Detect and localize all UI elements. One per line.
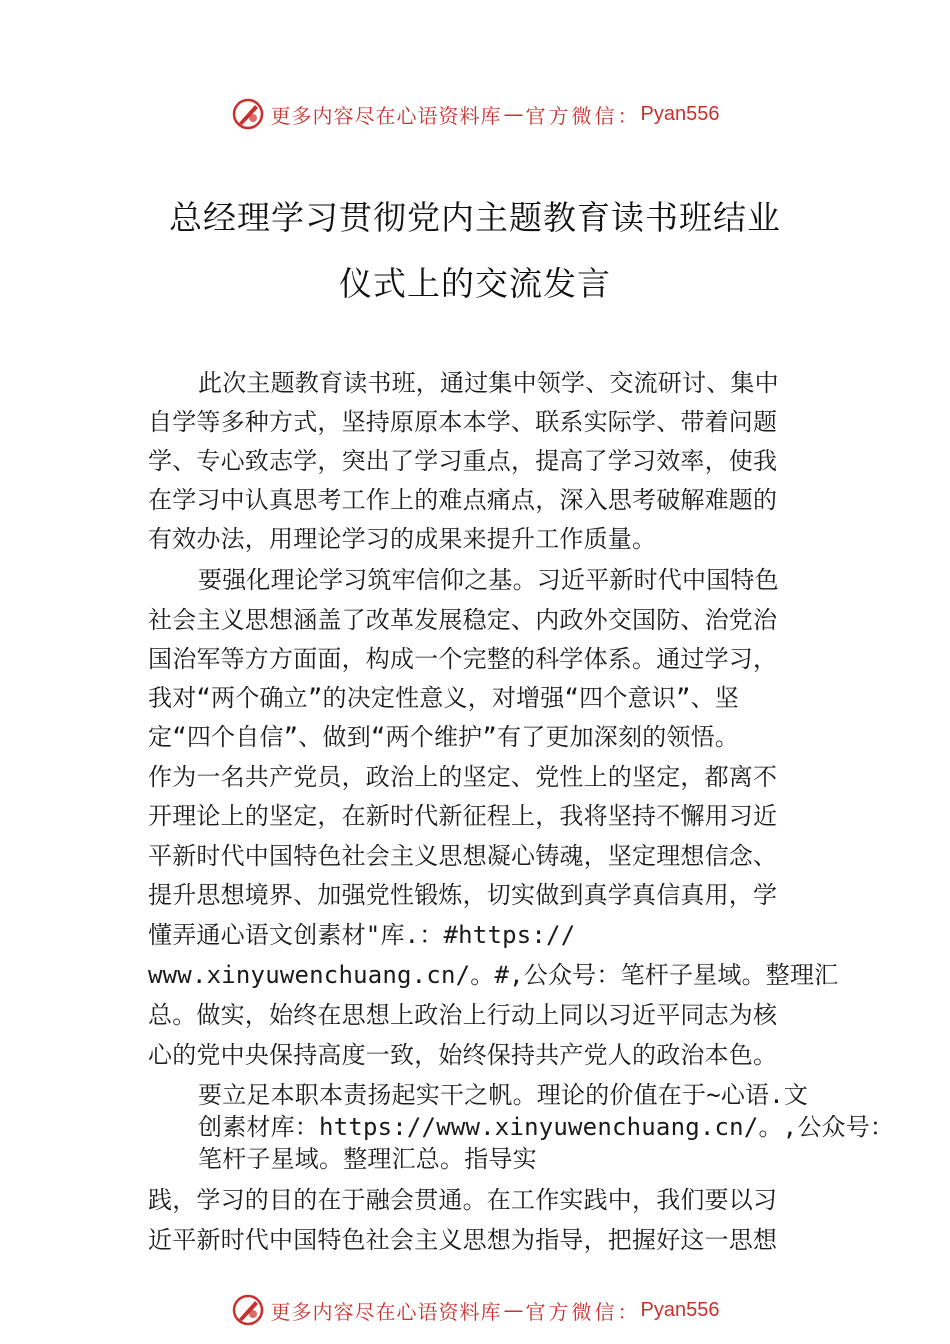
banner-dash: — [503, 1298, 524, 1322]
brand-logo-icon [231, 97, 265, 131]
wechat-id: Pyan556 [640, 102, 720, 125]
footer-banner [0, 1290, 950, 1330]
body-line: 学、专心致志学，突出了学习重点，提高了学习效率，使我 [148, 447, 778, 475]
wechat-id: Pyan556 [640, 1298, 720, 1321]
body-line: 近平新时代中国特色社会主义思想为指导，把握好这一思想 [148, 1226, 778, 1254]
body-line: 践，学习的目的在于融会贯通。在工作实践中，我们要以习 [148, 1186, 778, 1214]
banner-dash: — [503, 102, 524, 126]
body-line: 此次主题教育读书班，通过集中领学、交流研讨、集中 [198, 369, 779, 397]
body-line: 作为一名共产党员，政治上的坚定、党性上的坚定，都离不 [148, 763, 778, 791]
body-line: 我对“两个确立”的决定性意义，对增强“四个意识”、坚 [148, 684, 739, 712]
body-line: 国治军等方方面面，构成一个完整的科学体系。通过学习， [148, 645, 778, 673]
body-line: 要强化理论学习筑牢信仰之基。习近平新时代中国特色 [198, 566, 779, 594]
body-line: 创素材库：https://www.xinyuwenchuang.cn/。,公众号： [198, 1113, 895, 1141]
banner-text: 更多内容尽在心语资料库 [270, 1299, 502, 1324]
header-banner [0, 94, 950, 134]
body-line: 笔杆子星域。整理汇总。指导实 [198, 1145, 537, 1173]
body-line: www.xinyuwenchuang.cn/。#,公众号：笔杆子星域。整理汇 [148, 961, 839, 989]
body-line: 社会主义思想涵盖了改革发展稳定、内政外交国防、治党治 [148, 606, 778, 634]
body-line: 自学等多种方式，坚持原原本本学、联系实际学、带着问题 [148, 408, 778, 436]
body-line: 要立足本职本责扬起实干之帆。理论的价值在于~心语.文 [198, 1081, 809, 1109]
body-line: 提升思想境界、加强党性锻炼，切实做到真学真信真用，学 [148, 881, 778, 909]
body-line: 开理论上的坚定，在新时代新征程上，我将坚持不懈用习近 [148, 802, 778, 830]
document-title-line-1: 总经理学习贯彻党内主题教育读书班结业 [169, 198, 781, 237]
body-line: 定“四个自信”、做到“两个维护”有了更加深刻的领悟。 [148, 723, 739, 751]
banner-text: 更多内容尽在心语资料库 [270, 103, 502, 128]
banner-label: 官方微信： [525, 103, 641, 128]
body-line: 在学习中认真思考工作上的难点痛点，深入思考破解难题的 [148, 486, 778, 514]
body-line: 懂弄通心语文创素材"库.：#https:// [148, 921, 576, 949]
body-line: 总。做实，始终在思想上政治上行动上同以习近平同志为核 [148, 1001, 778, 1029]
body-line: 心的党中央保持高度一致，始终保持共产党人的政治本色。 [148, 1041, 778, 1069]
body-line: 有效办法，用理论学习的成果来提升工作质量。 [148, 525, 657, 553]
document-title-line-2: 仪式上的交流发言 [339, 264, 611, 303]
body-line: 平新时代中国特色社会主义思想凝心铸魂，坚定理想信念、 [148, 842, 778, 870]
brand-logo-icon [231, 1293, 265, 1327]
banner-label: 官方微信： [525, 1299, 641, 1324]
